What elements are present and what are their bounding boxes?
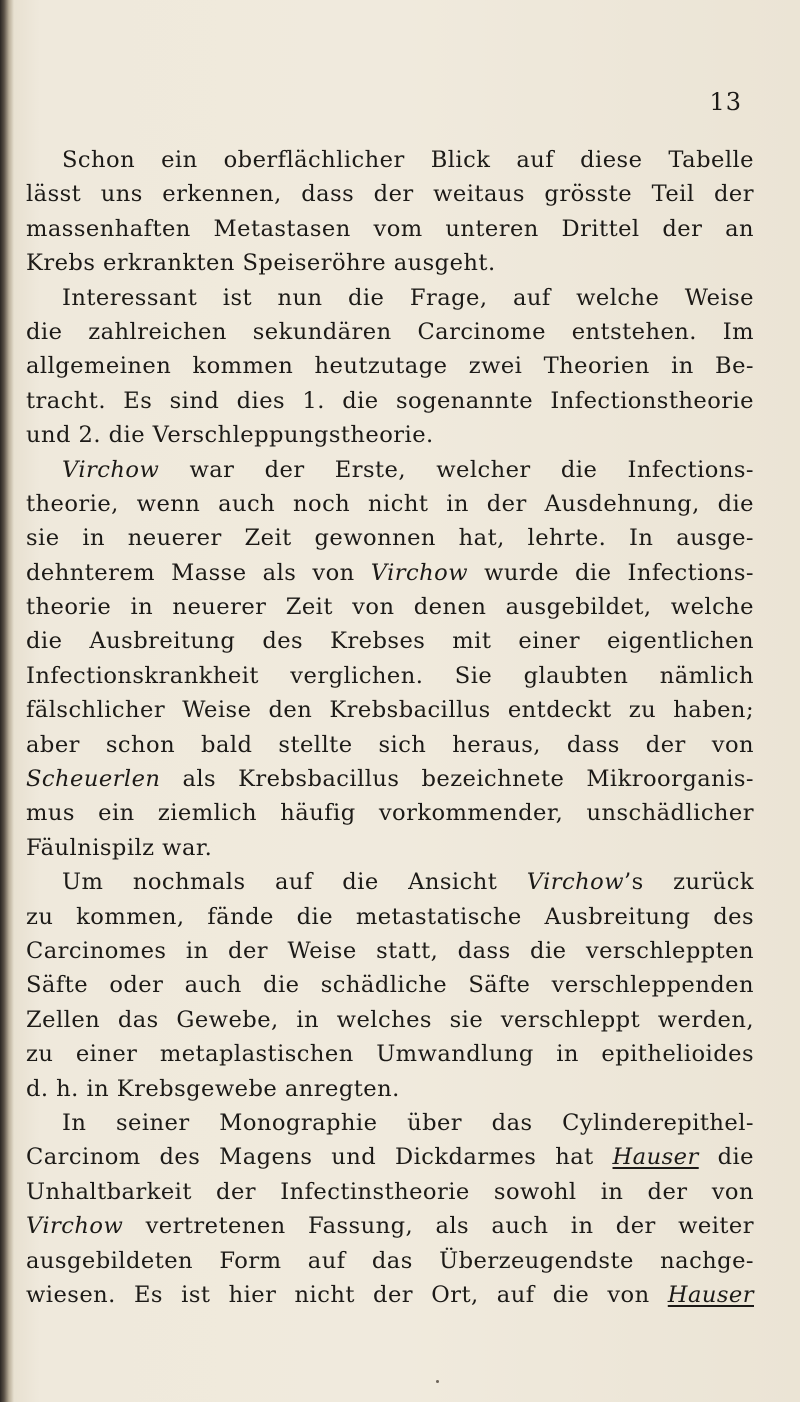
author-name-scheuerlen: Scheuerlen — [26, 766, 161, 793]
binding-shadow — [0, 0, 14, 1402]
paper-speck — [436, 1380, 439, 1383]
text-line: fälschlicher Weise den Krebsbacillus entdeckt zu haben; — [26, 697, 754, 724]
text-line: d. h. in Krebsgewebe anregten. — [26, 1075, 400, 1102]
text-line: In seiner Monographie über das Cylinderepithel- — [62, 1109, 754, 1136]
text-line: Virchow war der Erste, welcher die Infections- — [62, 456, 754, 483]
text-line: Scheuerlen als Krebsbacillus bezeichnete Mikroorganis- — [26, 766, 754, 793]
text-line: theorie in neuerer Zeit von denen ausgebildet, welche — [26, 594, 754, 621]
text-line: und 2. die Verschleppungstheorie. — [26, 422, 434, 449]
text-line: lässt uns erkennen, dass der weitaus grösste Teil der — [26, 181, 754, 208]
text-line: Zellen das Gewebe, in welches sie verschleppt werden, — [26, 1006, 754, 1033]
text-line: Unhaltbarkeit der Infectinstheorie sowohl in der von — [26, 1178, 754, 1205]
text-line: die Ausbreitung des Krebses mit einer eigentlichen — [26, 628, 754, 655]
text-line: Carcinomes in der Weise statt, dass die verschleppten — [26, 937, 754, 964]
author-name-hauser: Hauser — [612, 1144, 699, 1171]
text-line: zu kommen, fände die metastatische Ausbreitung des — [26, 903, 754, 930]
text-line: ausgebildeten Form auf das Überzeugendste nachge- — [26, 1247, 754, 1274]
body-text — [26, 143, 754, 1312]
text-line: dehnterem Masse als von Virchow wurde die Infections- — [26, 559, 754, 586]
author-name-hauser: Hauser — [667, 1281, 754, 1308]
page-number: 13 — [709, 88, 742, 116]
text-line: aber schon bald stellte sich heraus, dass der von — [26, 731, 754, 758]
author-name-virchow: Virchow — [26, 1213, 124, 1240]
text-line: Infectionskrankheit verglichen. Sie glaubten nämlich — [26, 662, 754, 689]
text-line: tracht. Es sind dies 1. die sogenannte Infectionstheorie — [26, 387, 754, 414]
text-line: mus ein ziemlich häufig vorkommender, unschädlicher — [26, 800, 754, 827]
text-line: Säfte oder auch die schädliche Säfte verschleppenden — [26, 972, 754, 999]
author-name-virchow: Virchow — [370, 559, 469, 586]
text-line: Fäulnispilz war. — [26, 834, 213, 861]
author-name-virchow: Virchow — [62, 456, 160, 483]
text-line: Virchow vertretenen Fassung, als auch in der weiter — [26, 1213, 754, 1240]
text-line: theorie, wenn auch noch nicht in der Ausdehnung, die — [26, 490, 754, 517]
text-line: Krebs erkrankten Speiseröhre ausgeht. — [26, 250, 496, 277]
text-line: massenhaften Metastasen vom unteren Drittel der an — [26, 215, 754, 242]
text-line: sie in neuerer Zeit gewonnen hat, lehrte. In ausge- — [26, 525, 754, 552]
author-name-virchow: Virchow — [526, 869, 624, 896]
text-line: die zahlreichen sekundären Carcinome entstehen. Im — [26, 318, 754, 345]
text-line: Carcinom des Magens und Dickdarmes hat Hauser die — [26, 1144, 754, 1171]
text-line: zu einer metaplastischen Umwandlung in epithelioides — [26, 1041, 754, 1068]
text-line: wiesen. Es ist hier nicht der Ort, auf die von Hauser — [26, 1281, 754, 1308]
text-line: Schon ein oberflächlicher Blick auf diese Tabelle — [62, 147, 754, 173]
text-line: Um nochmals auf die Ansicht Virchow’s zurück — [62, 869, 754, 896]
text-line: Interessant ist nun die Frage, auf welche Weise — [62, 284, 754, 311]
text-line: allgemeinen kommen heutzutage zwei Theorien in Be- — [26, 353, 754, 380]
